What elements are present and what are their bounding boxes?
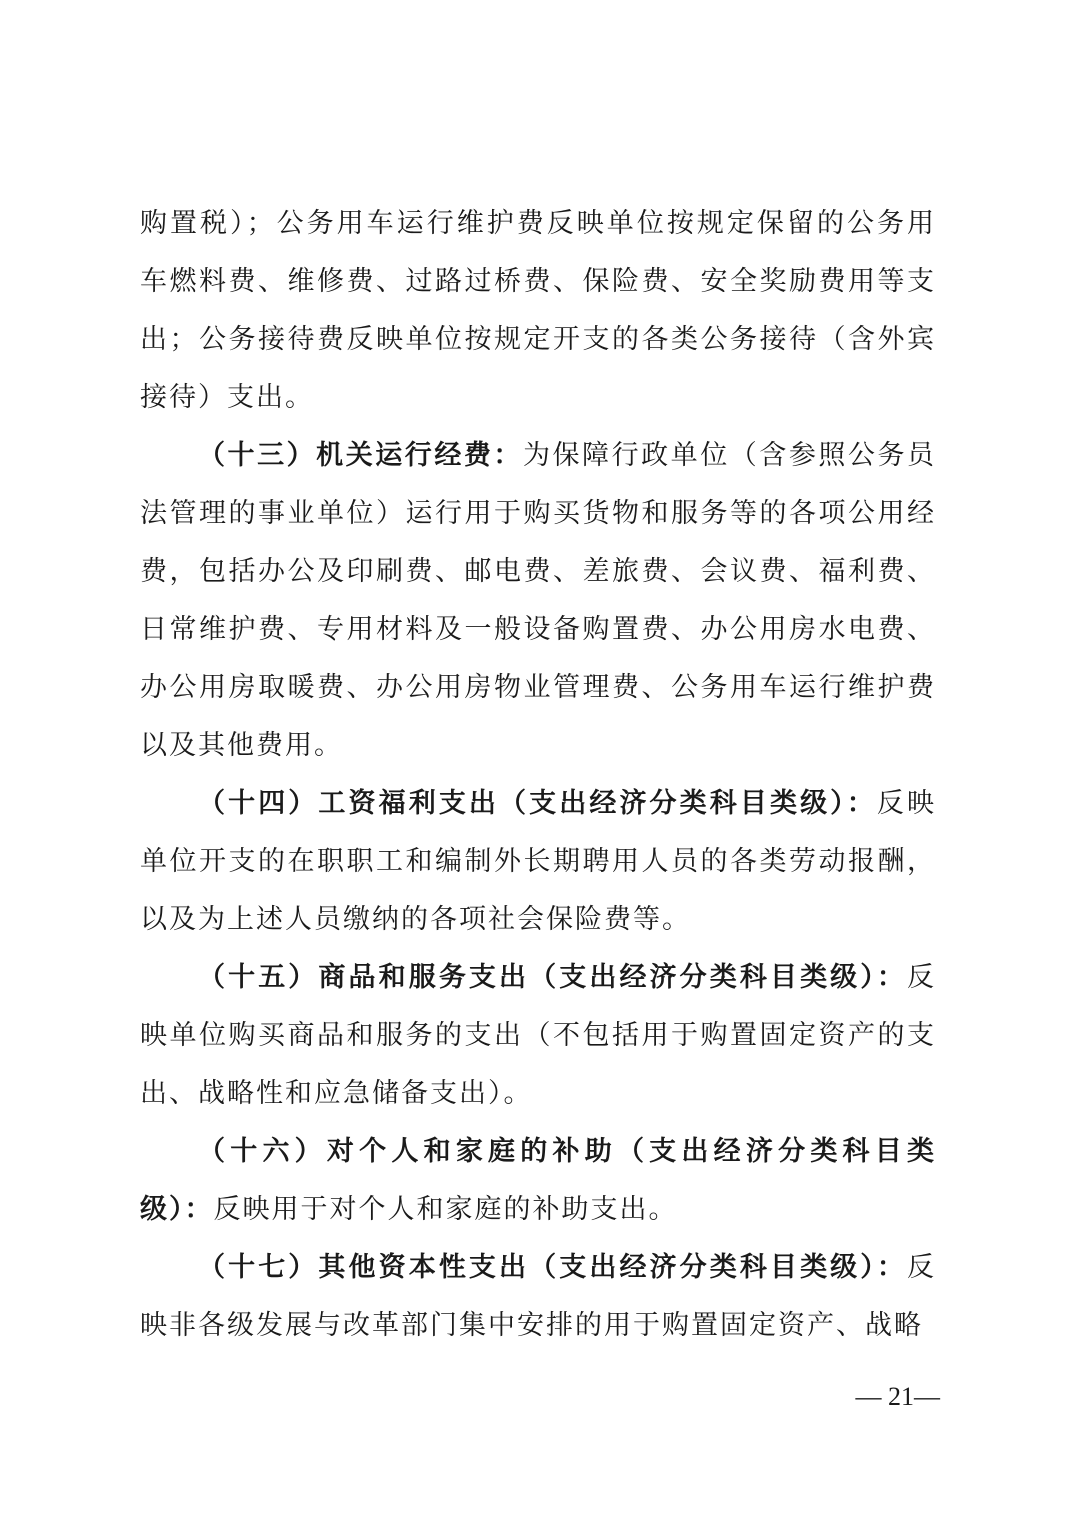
paragraph-item-15 [140,949,936,1123]
paragraph-item-16 [140,1123,936,1239]
paragraph-item-13 [140,427,936,775]
paragraph-continuation [140,195,936,427]
paragraph-item-17 [140,1239,936,1355]
paragraph-text: 反映单位开支的在职职工和编制外长期聘用人员的各类劳动报酬，以及为上述人员缴纳的各项社会保险费等。 [140,788,937,935]
paragraph-text: 购置税）；公务用车运行维护费反映单位按规定保留的公务用车燃料费、维修费、过路过桥费、保险费、安全奖励费用等支出；公务接待费反映单位按规定开支的各类公务接待（含外宾接待）支出。 [140,208,936,413]
page-number: — 21— [855,1382,940,1411]
paragraph-text: 为保障行政单位（含参照公务员法管理的事业单位）运行用于购买货物和服务等的各项公用经费，包括办公及印刷费、邮电费、差旅费、会议费、福利费、日常维护费、专用材料及一般设备购置费、办公用房水电费、办公用房取暖费、办公用房物业管理费、公务用车运行维护费以及其他费用。 [140,440,937,761]
paragraph-text: 反映非各级发展与改革部门集中安排的用于购置固定资产、战略 [140,1252,936,1341]
paragraph-text: 反映用于对个人和家庭的补助支出。 [213,1194,678,1225]
paragraph-text: 反映单位购买商品和服务的支出（不包括用于购置固定资产的支出、战略性和应急储备支出）。 [140,962,936,1109]
document-body [140,195,936,1355]
paragraph-heading: （十七）其他资本性支出（支出经济分类科目类级）： [198,1252,907,1283]
paragraph-heading: （十六）对个人和家庭的补助（支出经济分类科目类级）： [140,1136,936,1225]
paragraph-heading: （十三）机关运行经费： [198,440,523,471]
paragraph-item-14 [140,775,936,949]
paragraph-heading: （十四）工资福利支出（支出经济分类科目类级）： [198,788,877,819]
paragraph-heading: （十五）商品和服务支出（支出经济分类科目类级）： [198,962,907,993]
